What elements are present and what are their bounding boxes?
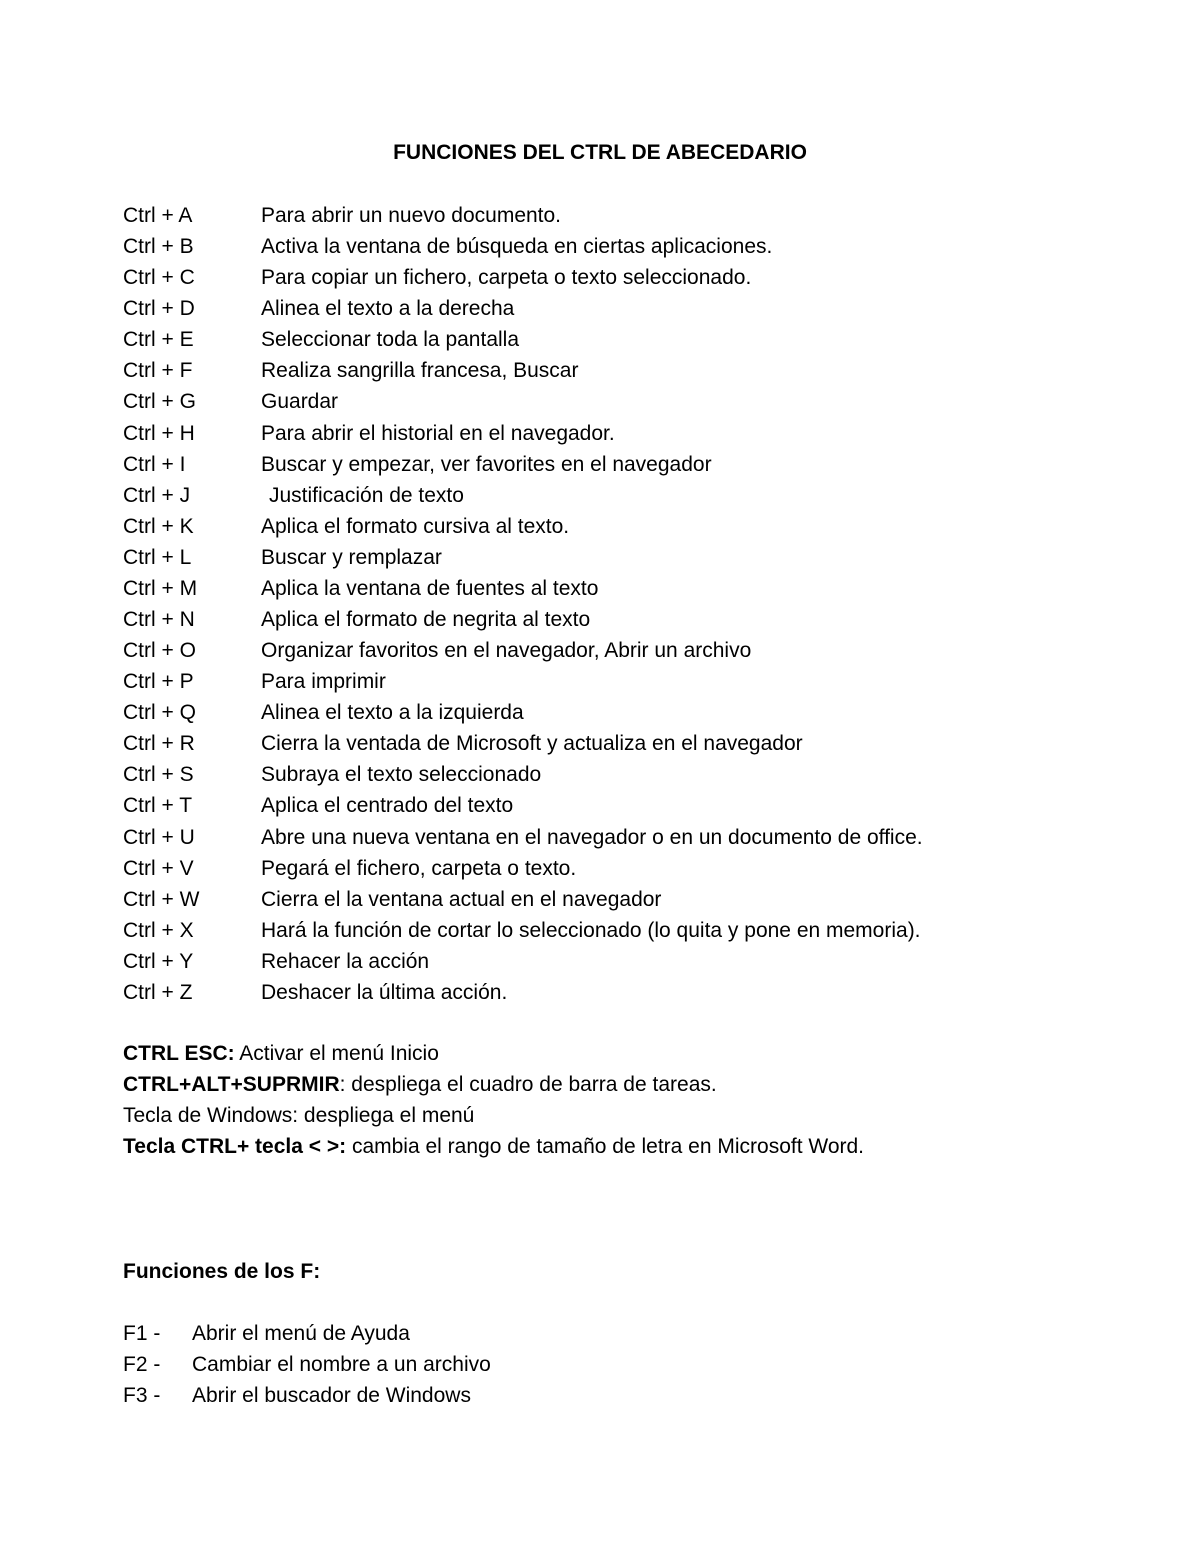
- extra-line-ctrl-alt-supr: [123, 1069, 864, 1100]
- list-item: [123, 884, 923, 915]
- shortcut-key: Ctrl + O: [123, 639, 196, 663]
- list-item: [123, 728, 923, 759]
- shortcut-description: Guardar: [261, 390, 339, 414]
- shortcut-key: Ctrl + S: [123, 763, 194, 787]
- f-key: F1 -: [123, 1322, 161, 1345]
- list-item: [123, 200, 923, 231]
- shortcut-key: Ctrl + A: [123, 204, 193, 227]
- list-item: [123, 946, 923, 977]
- shortcut-key: Ctrl + U: [123, 825, 195, 849]
- shortcut-key: Ctrl + B: [123, 235, 194, 259]
- shortcut-key: Ctrl + G: [123, 390, 196, 414]
- shortcut-key: Ctrl + Z: [123, 980, 193, 1004]
- shortcut-key: Ctrl + X: [123, 918, 194, 942]
- shortcut-description: Para abrir un nuevo documento.: [261, 204, 562, 227]
- shortcut-key: Ctrl + C: [123, 266, 195, 290]
- list-item: [123, 324, 923, 355]
- shortcut-description: Para abrir el historial en el navegador.: [261, 421, 615, 445]
- f-key: F3 -: [123, 1384, 161, 1407]
- extra-text: Tecla de Windows: despliega el menú: [123, 1104, 475, 1127]
- shortcut-description: Buscar y remplazar: [261, 545, 442, 569]
- list-item: [123, 355, 923, 386]
- list-item: [123, 759, 923, 790]
- shortcut-key: Ctrl + K: [123, 514, 194, 538]
- f-key-description: Abrir el buscador de Windows: [192, 1384, 471, 1407]
- list-item: [123, 666, 923, 697]
- extra-shortcuts: [123, 1038, 864, 1162]
- f-key-description: Abrir el menú de Ayuda: [192, 1322, 410, 1345]
- extra-label: Tecla CTRL+ tecla < >:: [123, 1135, 347, 1158]
- shortcut-key: Ctrl + M: [123, 576, 198, 600]
- shortcut-key: Ctrl + I: [123, 452, 186, 476]
- extra-line-windows-key: [123, 1100, 864, 1131]
- extra-label: CTRL ESC:: [123, 1042, 235, 1065]
- shortcut-description: Cierra el la ventana actual en el navegador: [261, 887, 662, 911]
- shortcut-key: Ctrl + D: [123, 297, 195, 321]
- shortcut-key: Ctrl + F: [123, 359, 193, 383]
- shortcut-key: Ctrl + T: [123, 794, 193, 818]
- shortcut-description: Pegará el fichero, carpeta o texto.: [261, 856, 577, 880]
- list-item: [123, 822, 923, 853]
- shortcut-key: Ctrl + R: [123, 732, 195, 756]
- shortcut-description: Aplica el centrado del texto: [261, 794, 514, 818]
- list-item: [123, 1349, 491, 1380]
- list-item: [123, 790, 923, 821]
- shortcut-description: Deshacer la última acción.: [261, 980, 508, 1004]
- list-item: [123, 1318, 491, 1349]
- shortcut-description: Para imprimir: [261, 670, 386, 694]
- shortcut-description: Alinea el texto a la izquierda: [261, 701, 524, 725]
- extra-text: : despliega el cuadro de barra de tareas.: [339, 1073, 717, 1096]
- list-item: [123, 480, 923, 511]
- list-item: [123, 635, 923, 666]
- shortcut-description: Buscar y empezar, ver favorites en el navegador: [261, 452, 712, 476]
- shortcut-key: Ctrl + Q: [123, 701, 196, 725]
- f-key: F2 -: [123, 1353, 161, 1376]
- shortcut-description: Activa la ventana de búsqueda en ciertas aplicaciones.: [261, 235, 773, 259]
- f-key-list: [123, 1318, 491, 1411]
- shortcut-description: Seleccionar toda la pantalla: [261, 328, 520, 352]
- shortcut-key: Ctrl + L: [123, 545, 192, 569]
- shortcut-description: Aplica la ventana de fuentes al texto: [261, 576, 599, 600]
- shortcut-description: Realiza sangrilla francesa, Buscar: [261, 359, 579, 383]
- shortcut-key: Ctrl + E: [123, 328, 194, 352]
- list-item: [123, 231, 923, 262]
- list-item: [123, 853, 923, 884]
- list-item: [123, 262, 923, 293]
- shortcut-key: Ctrl + N: [123, 608, 195, 632]
- extra-text: Activar el menú Inicio: [234, 1042, 439, 1065]
- list-item: [123, 511, 923, 542]
- list-item: [123, 697, 923, 728]
- shortcut-description: Aplica el formato cursiva al texto.: [261, 514, 570, 538]
- extra-label: CTRL+ALT+SUPRMIR: [123, 1073, 340, 1096]
- shortcut-description: Para copiar un fichero, carpeta o texto seleccionado.: [261, 266, 752, 290]
- shortcut-description: Rehacer la acción: [261, 949, 430, 973]
- list-item: [123, 386, 923, 417]
- shortcut-description: Abre una nueva ventana en el navegador o en un documento de office.: [261, 825, 923, 849]
- list-item: [123, 977, 923, 1008]
- f-keys-heading: Funciones de los F:: [123, 1260, 321, 1283]
- list-item: [123, 449, 923, 480]
- shortcut-description: Aplica el formato de negrita al texto: [261, 608, 591, 632]
- list-item: [123, 573, 923, 604]
- page-title: FUNCIONES DEL CTRL DE ABECEDARIO: [393, 141, 807, 164]
- extra-text: cambia el rango de tamaño de letra en Microsoft Word.: [346, 1135, 864, 1158]
- list-item: [123, 293, 923, 324]
- shortcut-description: Organizar favoritos en el navegador, Abrir un archivo: [261, 639, 752, 663]
- shortcut-description: Justificación de texto: [269, 483, 464, 507]
- ctrl-shortcut-list: [123, 200, 923, 1008]
- list-item: [123, 915, 923, 946]
- shortcut-key: Ctrl + P: [123, 670, 194, 694]
- list-item: [123, 418, 923, 449]
- shortcut-description: Cierra la ventada de Microsoft y actualiza en el navegador: [261, 732, 803, 756]
- shortcut-key: Ctrl + V: [123, 856, 194, 880]
- shortcut-key: Ctrl + H: [123, 421, 195, 445]
- shortcut-description: Subraya el texto seleccionado: [261, 763, 542, 787]
- f-key-description: Cambiar el nombre a un archivo: [192, 1353, 491, 1376]
- extra-line-ctrl-esc: [123, 1038, 864, 1069]
- list-item: [123, 1380, 491, 1411]
- shortcut-key: Ctrl + J: [123, 483, 191, 507]
- shortcut-key: Ctrl + W: [123, 887, 200, 911]
- extra-line-font-size: [123, 1131, 864, 1162]
- shortcut-description: Alinea el texto a la derecha: [261, 297, 515, 321]
- shortcut-description: Hará la función de cortar lo seleccionado (lo quita y pone en memoria).: [261, 918, 921, 942]
- list-item: [123, 604, 923, 635]
- list-item: [123, 542, 923, 573]
- shortcut-key: Ctrl + Y: [123, 949, 194, 973]
